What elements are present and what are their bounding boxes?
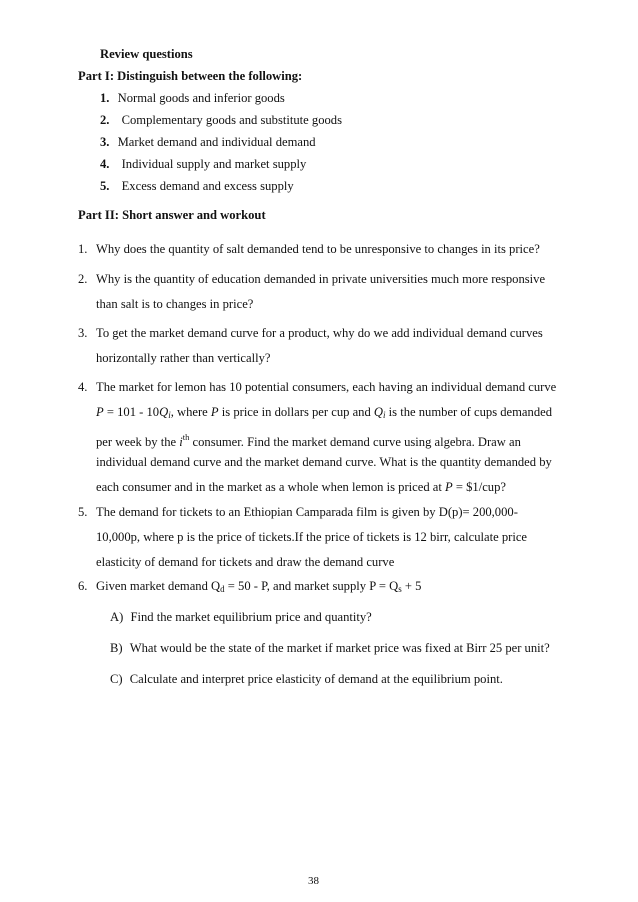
variable-p: P [96,405,104,419]
question-4 [96,378,556,496]
sub-label: B) [110,641,123,655]
question-number: 4. [78,380,88,394]
subscript-i: i [383,410,386,420]
question-line: elasticity of demand for tickets and draw the demand curve [96,555,395,569]
line-text: = 50 - P, and market supply P = Q [224,579,399,593]
review-heading: Review questions [100,47,193,61]
item-number: 2. [100,113,110,127]
line-text: Given market demand Q [96,579,221,593]
question-2 [96,270,545,313]
superscript-th: th [182,432,190,442]
variable-q: Q [373,405,384,419]
list-item [100,113,342,128]
sub-text: Find the market equilibrium price and quantity? [130,610,372,624]
equation-text: = 101 - 10 [103,405,160,419]
question-1 [96,240,540,258]
question-number: 5. [78,505,88,519]
question-line: than salt is to changes in price? [96,297,254,311]
list-item [100,135,316,150]
line-text: is the number of cups demanded [385,405,553,419]
item-number: 1. [100,91,110,105]
line-text: , where [170,405,211,419]
question-line: Why is the quantity of education demanded in private universities much more responsive [96,272,546,286]
item-text: Market demand and individual demand [117,135,316,149]
line-text: per week by the [96,435,180,449]
list-item [100,157,306,172]
question-number: 2. [78,272,88,286]
question-line: Why does the quantity of salt demanded tend to be unresponsive to changes in its price? [96,242,540,256]
question-line [96,403,556,428]
line-text: = $1/cup? [452,480,506,494]
question-number: 6. [78,579,88,593]
page-number: 38 [308,875,319,887]
item-text: Individual supply and market supply [121,157,307,171]
item-text: Complementary goods and substitute goods [121,113,342,127]
question-line: individual demand curve and the market demand curve. What is the quantity demanded by [96,455,552,469]
question-line [96,428,556,453]
sub-label: A) [110,610,124,624]
subscript-s: s [398,584,402,594]
line-text: is price in dollars per cup and [218,405,374,419]
question-line: 10,000p, where p is the price of tickets.If the price of tickets is 12 birr, calculate price [96,530,528,544]
sub-text: Calculate and interpret price elasticity of demand at the equilibrium point. [129,672,503,686]
item-number: 4. [100,157,110,171]
question-number: 3. [78,326,88,340]
part1-title: Part I: Distinguish between the following: [78,69,303,83]
item-text: Excess demand and excess supply [121,179,294,193]
line-text: each consumer and in the market as a whole when lemon is priced at [96,480,446,494]
question-number: 1. [78,242,88,256]
question-5 [96,503,527,571]
item-number: 5. [100,179,110,193]
sub-text: What would be the state of the market if market price was fixed at Birr 25 per unit? [129,641,550,655]
variable-q: Q [159,405,169,419]
question-line: To get the market demand curve for a product, why do we add individual demand curves [96,326,543,340]
subscript-i: i [168,410,171,420]
line-text: consumer. Find the market demand curve using algebra. Draw an [189,435,521,449]
part2-title: Part II: Short answer and workout [78,208,266,222]
line-text: + 5 [401,579,422,593]
question-3 [96,324,543,367]
item-text: Normal goods and inferior goods [117,91,285,105]
question-line [96,478,556,496]
item-number: 3. [100,135,110,149]
question-6 [96,577,421,598]
list-item [100,91,285,106]
question-line: horizontally rather than vertically? [96,351,271,365]
variable-p: P [210,405,219,419]
subscript-d: d [220,584,225,594]
sub-question [110,608,372,626]
variable-p: P [445,480,453,494]
list-item [100,179,294,194]
question-line: The market for lemon has 10 potential consumers, each having an individual demand curve [96,380,557,394]
variable-i: i [179,435,183,449]
sub-question [110,670,503,688]
sub-label: C) [110,672,123,686]
sub-question [110,639,550,657]
question-line: The demand for tickets to an Ethiopian Camparada film is given by D(p)= 200,000- [96,505,518,519]
